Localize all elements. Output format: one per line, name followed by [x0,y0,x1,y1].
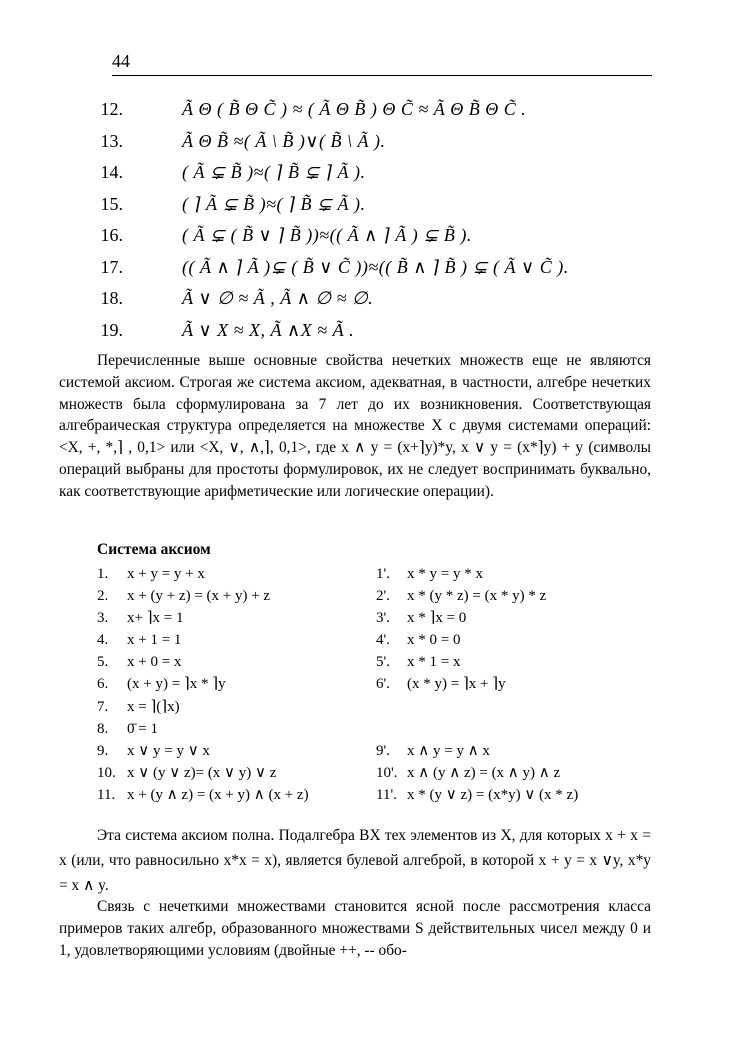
axiom-row [97,563,309,585]
formula-expression: ( Ã ⊊ ( B̃ ∨ ⌉ B̃ ))≈(( Ã ∧ ⌉ Ã ) ⊊ B̃ ). [182,225,472,246]
formula-expression: ( Ã ⊊ B̃ )≈( ⌉ B̃ ⊊ ⌉ Ã ). [182,162,366,183]
axiom-text: (x * y) = ⌉x + ⌉y [407,676,506,693]
axiom-text: x + 0 = x [127,654,182,671]
axiom-text: x + y = y + x [127,566,205,582]
formula-expression: Ã ∨ X ≈ X, Ã ∧X ≈ Ã . [182,319,355,340]
axiom-number: 3'. [376,610,390,627]
formula-number: 16. [100,225,123,246]
axiom-text: x * y = y * x [407,566,483,582]
axiom-text: x ∧ (y ∧ z) = (x ∧ y) ∧ z [407,764,561,781]
axiom-row [97,651,309,673]
axiom-number: 5. [97,654,109,671]
axiom-row [97,762,309,784]
axiom-row [376,629,578,651]
axiom-number: 9'. [376,742,390,759]
axiom-text: 0̄ = 1 [127,720,158,737]
axiom-row [376,740,578,762]
axiom-number: 2'. [376,588,390,605]
axiom-text: x+ ⌉x = 1 [127,610,184,627]
axiom-text: x ∨ (y ∨ z)= (x ∨ y) ∨ z [127,764,277,781]
axiom-text: x * 0 = 0 [407,632,461,649]
formula-row [60,94,660,126]
axiom-text: x * 1 = x [407,654,461,671]
axiom-number: 6. [97,676,109,693]
formula-number: 17. [100,256,123,277]
formula-number: 18. [100,288,123,309]
formula-expression: Ã ∨ ∅ ≈ Ã , Ã ∧ ∅ ≈ ∅. [182,288,374,309]
axiom-row [97,740,309,762]
axiom-text: x + 1 = 1 [127,632,182,649]
axiom-text: x * ⌉x = 0 [407,610,467,627]
axiom-number: 3. [97,610,109,627]
formula-expression: Ã Θ ( B̃ Θ C̃ ) ≈ ( Ã Θ B̃ ) Θ C̃ ≈ Ã Θ B̃ Θ C̃ . [182,99,527,120]
axiom-row [376,563,578,585]
axiom-text: x ∧ y = y ∧ x [407,742,490,759]
axiom-row [376,585,578,607]
axiom-row [376,696,578,718]
formula-expression: ( ⌉ Ã ⊊ B̃ )≈( ⌉ B̃ ⊊ Ã ). [182,193,366,214]
axiom-text: x + (y + z) = (x + y) + z [127,588,271,605]
axiom-row [376,718,578,740]
axiom-number: 10'. [376,764,398,781]
axiom-number: 9. [97,742,109,759]
completeness-paragraph: Эта система аксиом полна. Подалгебра BX тех элементов из X, для которых x + x = x (или, что равносильно x*x = x), является булевой алгеброй, в которой x + y = x ∨y, x*y = x ∧ y. [59,827,651,894]
axiom-number: 4'. [376,632,390,649]
axiom-number: 10. [97,764,116,781]
formula-number: 13. [100,130,123,151]
fuzzy-connection-paragraph: Связь с нечеткими множествами становится ясной после рассмотрения класса примеров таких алгебр, образованного множествами S действительных чисел между 0 и 1, удовлетворяющими условиям (двойные ++, -- обо- [59,898,651,959]
axiom-row [376,607,578,629]
axioms-right-column [376,563,578,806]
formula-row [60,220,660,252]
axiom-text: x * (y ∨ z) = (x*y) ∨ (x * z) [407,786,579,803]
axiom-row [376,651,578,673]
axiom-row [97,673,309,695]
axiom-number: 2. [97,588,109,605]
intro-paragraph: Перечисленные выше основные свойства нечетких множеств еще не являются системой аксиом. Строгая же система аксиом, адекватная, в частности, алгебре нечетких множеств была сформулирована за 7 лет до их возникновения. Соответствующая алгебраическая структура определяется на множестве X с двумя системами операций: <X, +, *,⌉ , 0,1> или <X, ∨, ∧,⌉, 0,1>, где x ∧ y = (x+⌉y)*y, x ∨ y = (x*⌉y) + y (символы операций выбраны для простоты формулировок, их не следует воспринимать буквально, как соответствующие арифметические или логические операции). [59,352,651,500]
formula-row [60,126,660,158]
header-rule [112,75,652,76]
axiom-number: 1'. [376,566,390,582]
axiom-row [376,762,578,784]
formula-number: 12. [100,99,123,120]
formula-number: 14. [100,162,123,183]
formula-row [60,315,660,347]
axiom-number: 7. [97,698,109,715]
page-number: 44 [112,51,130,71]
axiom-number: 11'. [376,786,397,803]
axiom-text: x + (y ∧ z) = (x + y) ∧ (x + z) [127,786,309,803]
axiom-text: x = ⌉(⌉x) [127,698,180,715]
axiom-row [97,696,309,718]
axiom-row [97,784,309,806]
axiom-number: 11. [97,786,116,803]
axiom-number: 4. [97,632,109,649]
formula-number: 19. [100,319,123,340]
axiom-text: x ∨ y = y ∨ x [127,742,210,759]
axiom-number: 5'. [376,654,390,671]
axioms-left-column [97,563,309,806]
formula-expression: (( Ã ∧ ⌉ Ã )⊊ ( B̃ ∨ C̃ ))≈(( B̃ ∧ ⌉ B̃ ) ⊊ ( Ã ∨ C̃ ). [182,256,569,277]
axiom-row [376,784,578,806]
axiom-text: (x + y) = ⌉x * ⌉y [127,676,226,693]
axiom-row [97,607,309,629]
formula-number: 15. [100,193,123,214]
axiom-row [97,585,309,607]
axiom-row [376,673,578,695]
axiom-text: x * (y * z) = (x * y) * z [407,588,547,605]
axiom-number: 8. [97,720,109,737]
formula-list [60,94,660,346]
axiom-row [97,629,309,651]
axiom-number: 6'. [376,676,390,693]
formula-row [60,283,660,315]
axioms-heading: Система аксиом [97,541,211,558]
formula-expression: Ã Θ B̃ ≈( Ã \ B̃ )∨( B̃ \ Ã ). [182,130,386,151]
axiom-row [97,718,309,740]
axiom-number: 1. [97,566,109,582]
formula-row [60,252,660,284]
formula-row [60,157,660,189]
formula-row [60,189,660,221]
